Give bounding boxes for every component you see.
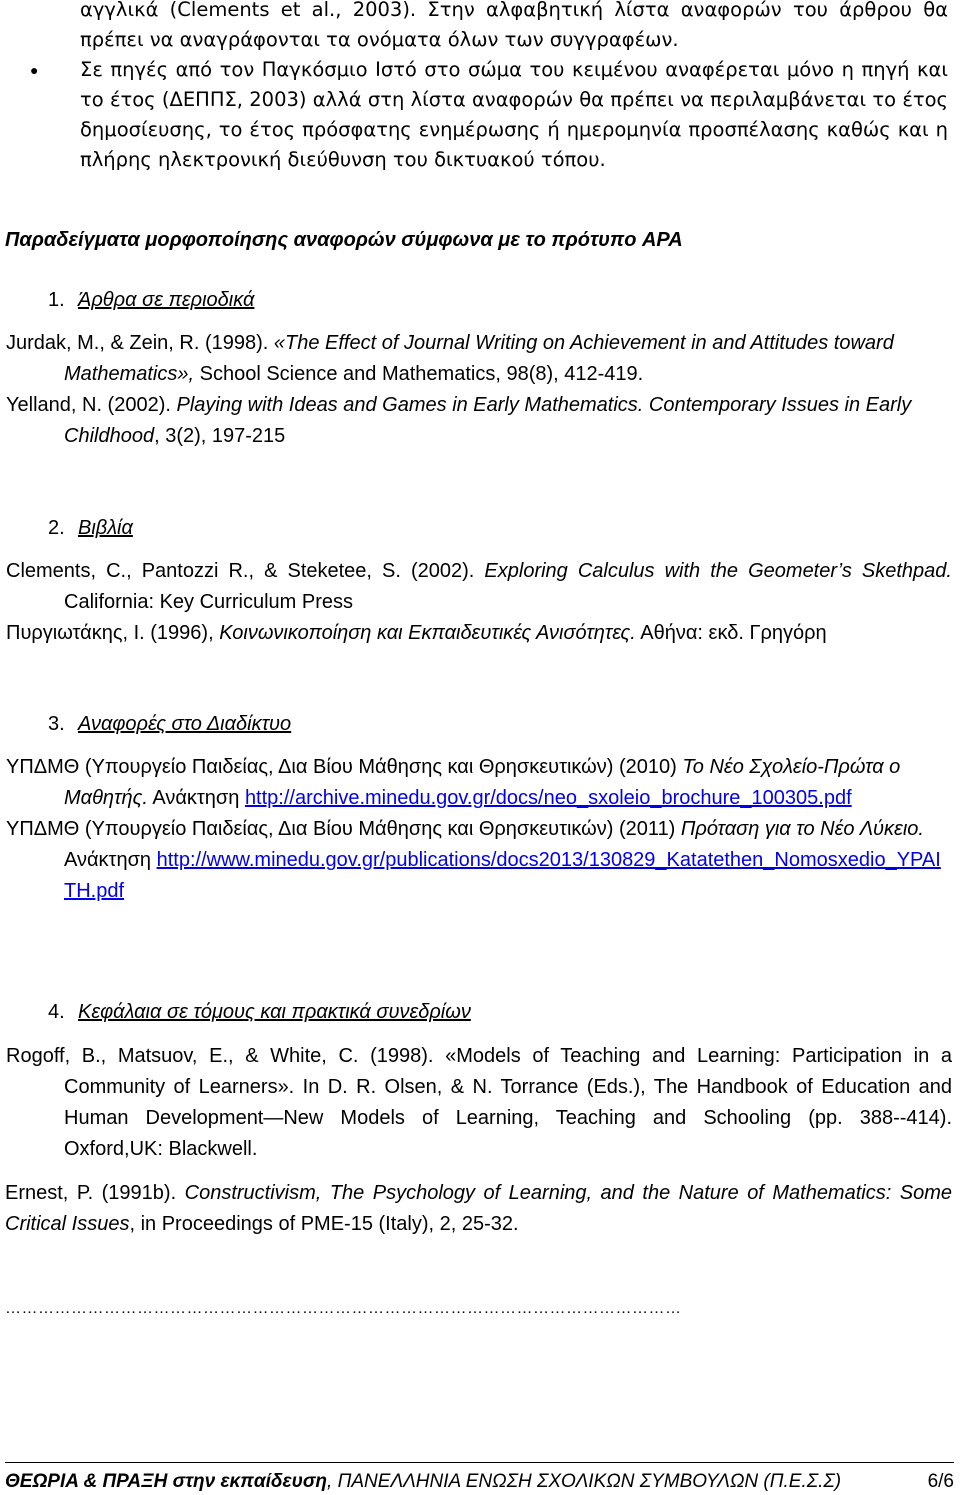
reference-ernest [0,1178,956,1240]
section-3-refs [0,752,956,907]
bullet-text: Σε πηγές από τον Παγκόσμιο Ιστό στο σώμα του κειμένου αναφέρεται μόνο η πηγή και το έτος (ΔΕΠΠΣ, 2003) αλλά στη λίστα αναφορών θα πρέπει να περιλαμβάνεται το έτος δημοσίευσης, το έτος πρόσφατης ενημέρωσης ή ημερομηνία προσπέλασης καθώς και η πλήρης ηλεκτρονική διεύθυνση του δικτυακού τόπου. [80,58,948,171]
ref-text: , in Proceedings of PME-15 (Italy), 2, 25-32. [129,1213,519,1235]
ref-text: School Science and Mathematics, 98(8), 412-419. [194,363,644,385]
ref-title: Κοινωνικοποίηση και Εκπαιδευτικές Ανισότητες. [219,622,636,644]
examples-heading [5,225,960,256]
page-footer [5,1462,954,1495]
examples-heading-text: Παραδείγματα μορφοποίησης αναφορών σύμφωνα με το πρότυπο APA [5,229,683,251]
ref-text: ΥΠΔΜΘ (Υπουργείο Παιδείας, Δια Βίου Μάθησης και Θρησκευτικών) (2011) [6,818,681,840]
ref-title: Πρόταση για το Νέο Λύκειο. [680,818,924,840]
url-link-archive[interactable]: http://archive.minedu.gov.gr/docs/neo_sxoleio_brochure_100305.pdf [244,787,852,809]
bullet-paragraph [80,55,948,175]
reference-yelland [0,390,956,452]
ref-text: Ανάκτηση [64,849,157,871]
ref-text: , 3(2), 197-215 [154,425,286,447]
intro-continuation [80,0,948,55]
section-3-number: 3. [48,713,65,735]
dotted-separator: …………………………………………………………………………………………………………… [5,1300,682,1317]
ref-text: Yelland, N. (2002). [6,394,177,416]
section-3-title [48,709,291,740]
reference-jurdak [0,328,956,390]
intro-line-2: πρέπει να αναγράφονται τα ονόματα όλων των συγγραφέων. [80,28,679,51]
ref-title: Playing with Ideas and Games in Early Mathematics. [176,394,644,416]
ref-title: Constructivism, The Psychology of Learning, and the Nature of Mathematics: Some Critical Issues [5,1182,953,1235]
ref-text: Jurdak, M., & Zein, R. (1998). [6,332,274,354]
section-1-title-text: Άρθρα σε περιοδικά [78,289,255,311]
reference-ypdmth-2010 [0,752,956,814]
reference-pyrgiotakis [0,618,956,649]
ref-text: Αθήνα: εκδ. Γρηγόρη [635,622,827,644]
section-2-title-text: Βιβλία [78,517,133,539]
section-1-refs [0,328,956,452]
section-4-refs [0,1041,956,1240]
reference-rogoff: Rogoff, B., Matsuov, E., & White, C. (1998). «Models of Teaching and Learning: Participation in a Community of Learners». In D. R. Olsen, & N. Torrance (Eds.), The Handbook of Education and Human Development—New Models of Learning, Teaching and Schooling (pp. 388--414). Oxford,UK: Blackwell. [6,1045,952,1160]
footer-journal [5,1469,841,1495]
ref-title: Exploring Calculus with the Geometer’s Skethpad. [484,560,952,582]
footer-journal-title: ΘΕΩΡΙΑ & ΠΡΑΞΗ στην εκπαίδευση [5,1471,328,1492]
intro-line-1: αγγλικά (Clements et al., 2003). Στην αλφαβητική λίστα αναφορών του άρθρου θα [80,0,948,21]
reference-ypdmth-2011 [0,814,956,907]
section-2-number: 2. [48,517,65,539]
reference-clements [0,556,956,618]
section-1-title [48,285,254,316]
ref-text: Πυργιωτάκης, Ι. (1996), [6,622,220,644]
section-3-title-text: Αναφορές στο Διαδίκτυο [78,713,292,735]
bullet-icon: ● [30,64,39,79]
section-1-number: 1. [48,289,65,311]
ref-title: «The Effect of Journal Writing on Achievement in and Attitudes toward Mathematics», [64,332,894,385]
ref-text: ΥΠΔΜΘ (Υπουργείο Παιδείας, Δια Βίου Μάθησης και Θρησκευτικών) (2010) [6,756,683,778]
url-link-minedu[interactable]: http://www.minedu.gov.gr/publications/docs2013/130829_Katatethen_Nomosxedio_YPAITH.pdf [64,849,941,902]
section-2-title [48,513,133,544]
footer-publisher: , ΠΑΝΕΛΛΗΝΙΑ ΕΝΩΣΗ ΣΧΟΛΙΚΩΝ ΣΥΜΒΟΥΛΩΝ (Π.Ε.Σ.Σ) [327,1471,842,1492]
page-number: 6/6 [927,1471,954,1492]
ref-text: Ανάκτηση [147,787,245,809]
ref-text: California: Key Curriculum Press [64,591,353,613]
section-4-title-text: Κεφάλαια σε τόμους και πρακτικά συνεδρίων [78,1001,471,1023]
ref-text: Clements, C., Pantozzi R., & Steketee, S. (2002). [6,560,485,582]
section-4-number: 4. [48,1001,65,1023]
section-4-title [48,997,471,1028]
section-2-refs [0,556,956,649]
ref-title: Το Νέο Σχολείο-Πρώτα ο Μαθητής. [64,756,901,809]
ref-text: Ernest, P. (1991b). [5,1182,185,1204]
ref-journal: Contemporary Issues in Early Childhood [64,394,912,447]
